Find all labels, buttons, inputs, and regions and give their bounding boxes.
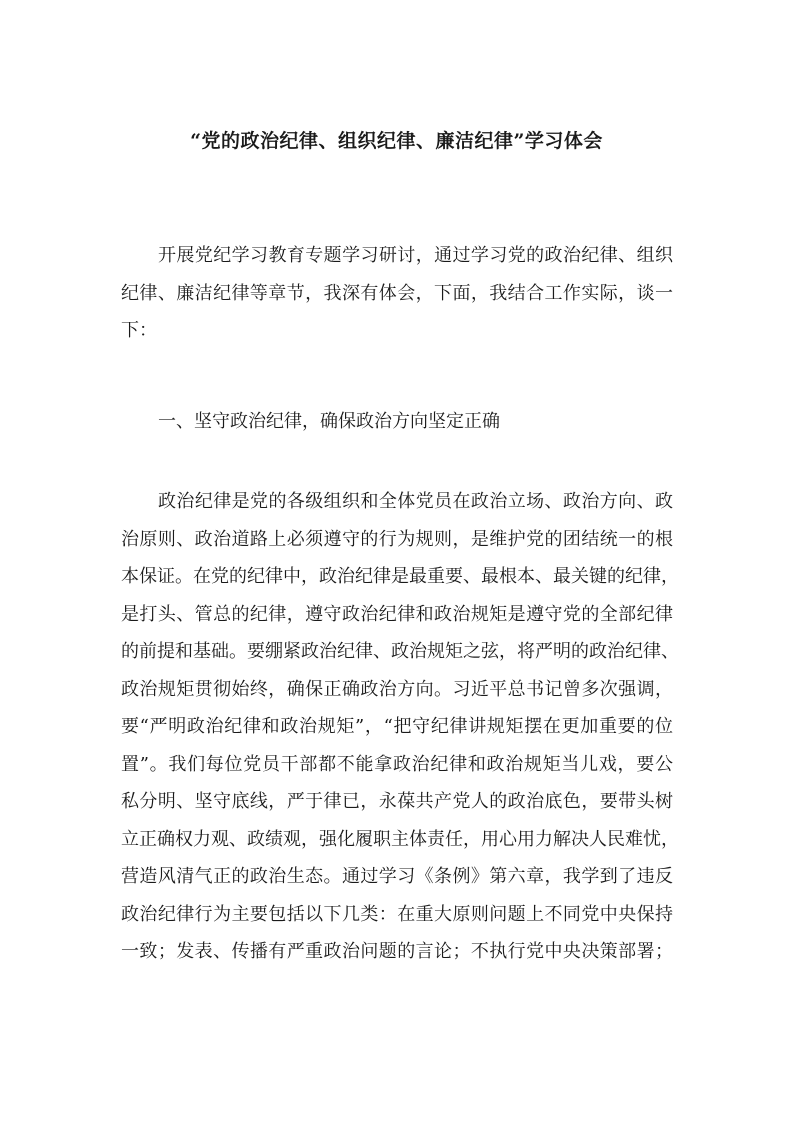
- paragraph-line: 政治规矩贯彻始终，确保正确政治方向。习近平总书记曾多次强调，: [121, 678, 673, 700]
- intro-paragraph: [121, 237, 673, 350]
- paragraph-line: 政治纪律行为主要包括以下几类：在重大原则问题上不同党中央保持: [121, 903, 673, 925]
- section-paragraph: [121, 483, 679, 971]
- paragraph-line: 治原则、政治道路上必须遵守的行为规则，是维护党的团结统一的根: [121, 528, 673, 550]
- section-heading: 一、坚守政治纪律，确保政治方向坚定正确: [158, 411, 500, 432]
- paragraph-line: 本保证。在党的纪律中，政治纪律是最重要、最根本、最关键的纪律，: [121, 566, 679, 587]
- paragraph-line: 置”。我们每位党员干部都不能拿政治纪律和政治规矩当儿戏，要公: [121, 753, 673, 775]
- paragraph-line: 政治纪律是党的各级组织和全体党员在政治立场、政治方向、政: [158, 491, 673, 512]
- paragraph-line: 一致；发表、传播有严重政治问题的言论；不执行党中央决策部署；: [121, 941, 673, 962]
- paragraph-line: 立正确权力观、政绩观，强化履职主体责任，用心用力解决人民难忧，: [121, 828, 679, 850]
- paragraph-line: 要“严明政治纪律和政治规矩”，“把守纪律讲规矩摆在更加重要的位: [121, 716, 673, 737]
- paragraph-line: 私分明、坚守底线，严于律已，永葆共产党人的政治底色，要带头树: [121, 791, 673, 812]
- document-title: “党的政治纪律、组织纪律、廉洁纪律”学习体会: [190, 130, 603, 152]
- paragraph-line: 营造风清气正的政治生态。通过学习《条例》第六章，我学到了违反: [121, 866, 673, 887]
- intro-line: 下：: [121, 320, 157, 341]
- paragraph-line: 是打头、管总的纪律，遵守政治纪律和政治规矩是遵守党的全部纪律: [121, 603, 673, 625]
- intro-line: 纪律、廉洁纪律等章节，我深有体会，下面，我结合工作实际，谈一: [121, 282, 673, 304]
- paragraph-line: 的前提和基础。要绷紧政治纪律、政治规矩之弦，将严明的政治纪律、: [121, 641, 679, 662]
- intro-line: 开展党纪学习教育专题学习研讨，通过学习党的政治纪律、组织: [158, 245, 673, 266]
